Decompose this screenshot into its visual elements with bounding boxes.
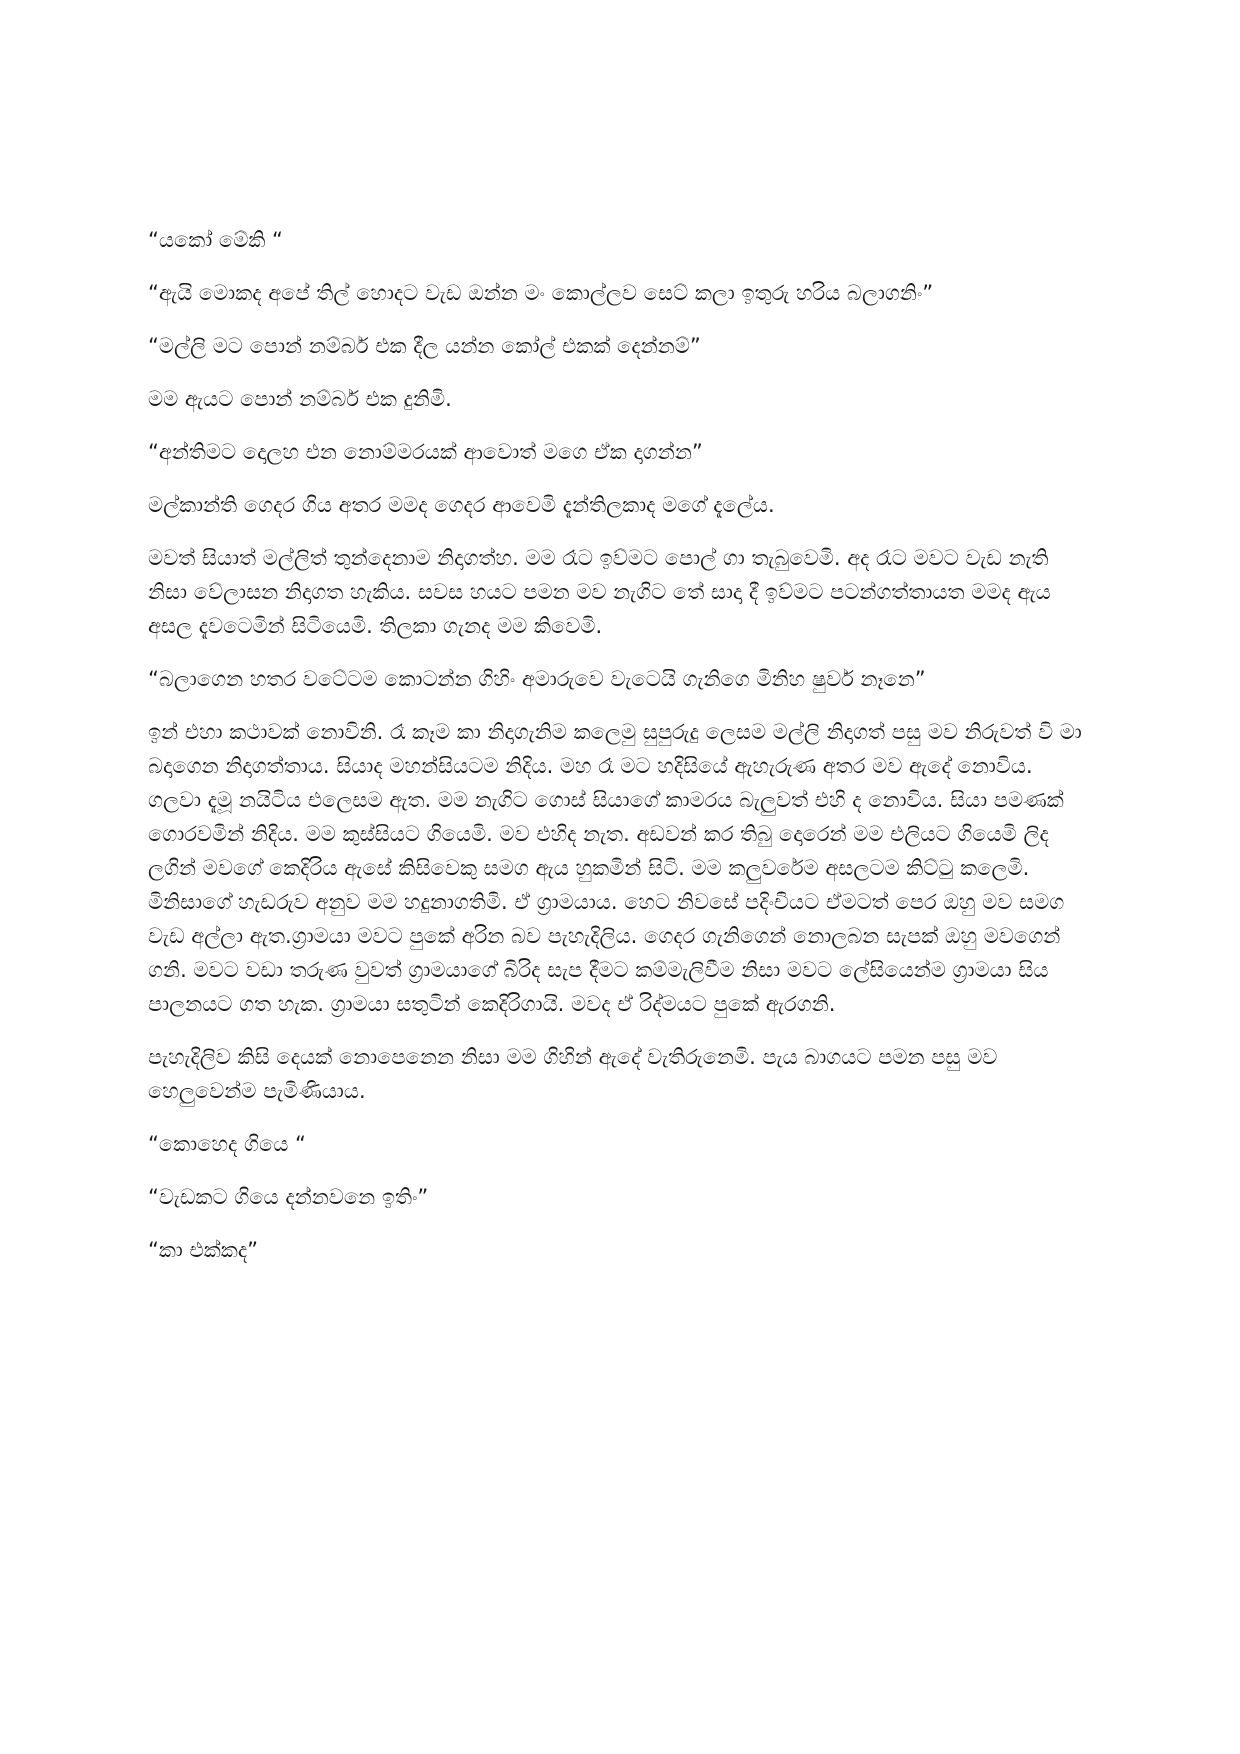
dialogue-line: “යකෝ මේකි “	[148, 228, 283, 252]
narrative-paragraph: පැහැදිලිව කිසි දෙයක් නොපෙනෙන නිසා මම ගිහින් ඇදේ වැතිරුනෙමි. පැය බාගයට පමන පසු මව හෙලුවෙන්ම පැමිණියාය.	[148, 1045, 998, 1103]
dialogue-line: “කා එක්කද”	[148, 1238, 259, 1262]
dialogue-line: “අන්තිමට දොලහ එන නොම්මරයක් ආවොත් මගෙ ඒක දාගන්න”	[148, 440, 703, 464]
body-text	[148, 223, 1088, 1286]
narrative-paragraph: මල්කාන්ති ගෙදර ගිය අතර මමද ගෙදර ආවෙමි දැන්තිලකාද මගේ දැලේය.	[148, 493, 775, 517]
narrative-paragraph: මවත් සියාත් මල්ලිත් තුන්දෙනාම නිදාගත්හ. මම රෑට ඉව්මට පොල් ගා තැබුවෙමි. අද රෑට මවට වැඩ නැති නිසා වේලාසන නිදාගත හැකිය. සවස හයට පමන මව නැගිට තේ සාදා දී ඉව්මට පටන්ගත්තායත මමද ඇය අසල දැවටෙමින් සිටියෙමි. තිලකා ගැනද මම කිවෙමි.	[148, 546, 1051, 638]
narrative-paragraph: ඉන් එහා කථාවක් නොවිනි. රෑ කෑම කා නිදාගැනිම කලෙමු සුපුරුදු ලෙසම මල්ලි නිදාගත් පසු මව නිරුවත් වි මා බදාගෙන නිදාගත්තාය. සියාද මහන්සියටම නිදිය. මහ රෑ මට හදිසියේ ඇහැරුණ අතර මව ඇදේ නොවිය. ගලවා දැමූ නයිටිය එලෙසම ඇත. මම නැගිට ගොස් සියාගේ කාමරය බැලුවත් එහි ද නොවිය. සියා පමණක් ගොරවමින් නිදිය. මම කුස්සියට ගියෙමි. මව එහිද නැත. අඩවන් කර තිබු දොරෙන් මම එලියට ගියෙමි ලිද ලගින් මවගේ කෙදිරිය ඇසේ කිසිවෙකු සමග ඇය හුකමින් සිටි. මම කලුවරේම අසලටම කිට්ටු කලෙමි. මිනිසාගේ හැඩරුව අනුව මම හදුනාගතිමි. ඒ ග්‍රාමයාය. හෙට නිවසේ පදිංචියට ඒමටත් පෙර ඔහු මව සමග වැඩ අල්ලා ඇත.ග්‍රාමයා මවට පුකේ අරින බව පැහැදිලිය. ගෙදර ගැනිගෙන් නොලබන සැපක් ඔහු මවගෙන් ගනි. මවට වඩා තරුණ වුවත් ග්‍රාමයාගේ බිරිද සැප දීමට කම්මැලිවීම නිසා මවට ලේසියෙන්ම ග්‍රාමයා සිය පාලනයට ගත හැක. ග්‍රාමයා සතුටින් කෙදිරිගායි. මවද ඒ රිද්මයට පුකේ ඇරගනි.	[148, 720, 1082, 1016]
dialogue-line: “කොහෙද ගියෙ “	[148, 1132, 306, 1156]
dialogue-line: “මල්ලි මට පොන් නම්බර් එක දීල යන්න කෝල් එකක් දෙන්නම්”	[148, 334, 701, 358]
dialogue-line: “ඇයි මොකද අපේ තිල් හොදට වැඩ ඔන්න මං කොල්ලව සෙට් කලා ඉතුරු හරිය බලාගනිං”	[148, 281, 934, 305]
narrative-paragraph: මම ඇයට පොන් නම්බර් එක දුනිමි.	[148, 387, 452, 411]
dialogue-line: “බලාගෙන හතර වටේටම කොටන්න ගිහිං අමාරුවෙ වැටෙයි ගැනිගෙ මිනිහ ෂුවර් නෑනෙ”	[148, 667, 926, 691]
dialogue-line: “වැඩකට ගියෙ දන්නවනෙ ඉතිං”	[148, 1185, 429, 1209]
